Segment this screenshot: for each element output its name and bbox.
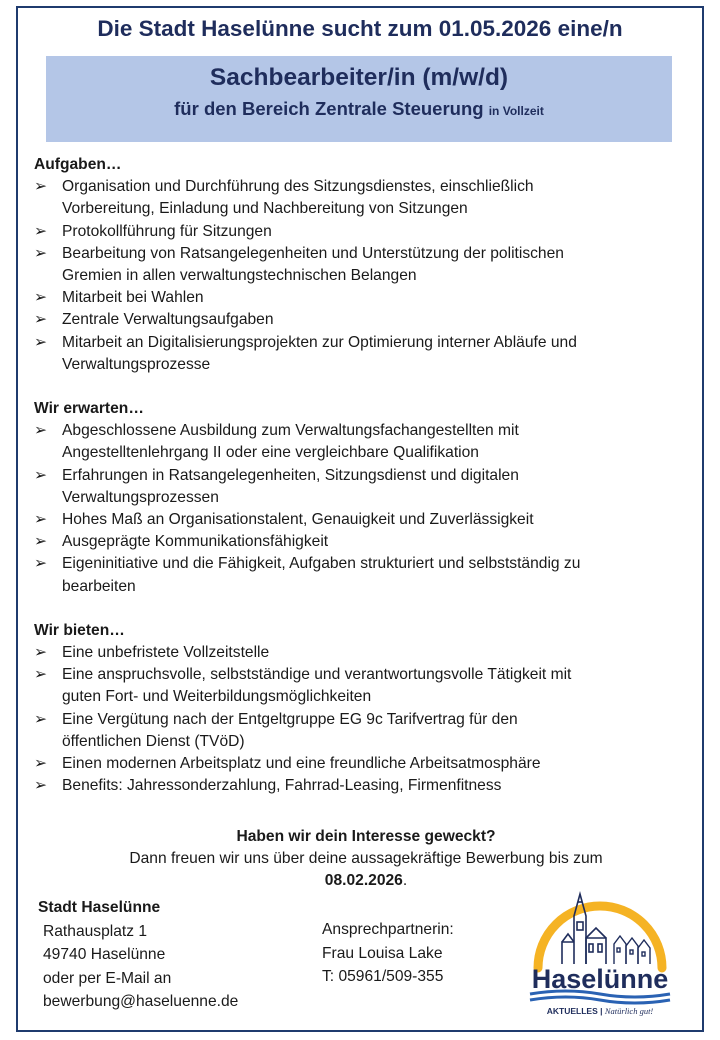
- expect-item-line: Ausgeprägte Kommunikationsfähigkeit: [62, 533, 329, 551]
- haseluenne-logo: [522, 876, 678, 1020]
- tagline-right: Natürlich gut!: [604, 1006, 654, 1016]
- tasks-item-line: Zentrale Verwaltungsaufgaben: [62, 311, 274, 329]
- tasks-item-line: Mitarbeit an Digitalisierungsprojekten zur Optimierung interner Abläufe und: [62, 333, 577, 351]
- tasks-title: Aufgaben…: [34, 156, 122, 173]
- tasks-item: [34, 221, 694, 243]
- expect-title: Wir erwarten…: [34, 400, 144, 418]
- tasks-item: [34, 243, 694, 287]
- city: 49740 Haselünne: [43, 946, 166, 963]
- arrow-bullet-icon: ➢: [34, 644, 48, 662]
- job-content: [34, 154, 694, 797]
- arrow-bullet-icon: ➢: [34, 178, 48, 196]
- position-title: Sachbearbeiter/in (m/w/d): [209, 64, 509, 91]
- email-prefix: oder per E-Mail an: [43, 969, 172, 987]
- offer-list: [34, 642, 694, 797]
- address-block: [38, 896, 238, 1014]
- offer-item-line: Benefits: Jahressonderzahlung, Fahrrad-Leasing, Firmenfitness: [62, 777, 502, 795]
- offer-item-line: Eine anspruchsvolle, selbstständige und verantwortungsvolle Tätigkeit mit: [62, 666, 572, 684]
- arrow-bullet-icon: ➢: [34, 289, 48, 307]
- offer-item: [34, 664, 694, 708]
- expect-item: [34, 553, 694, 597]
- contact-phone: T: 05961/509-355: [322, 968, 444, 985]
- expect-item: [34, 509, 694, 531]
- expect-item: [34, 420, 694, 464]
- houses-icon: [614, 936, 650, 964]
- offer-item: [34, 775, 694, 797]
- tasks-item-line: Protokollführung für Sitzungen: [62, 222, 272, 240]
- contact-block: [322, 918, 454, 989]
- tasks-item-line: Gremien in allen verwaltungstechnischen Belangen: [62, 267, 417, 285]
- arrow-bullet-icon: ➢: [34, 222, 48, 240]
- expect-item: [34, 465, 694, 509]
- arrow-bullet-icon: ➢: [34, 777, 48, 795]
- tasks-item-line: Bearbeitung von Ratsangelegenheiten und Unterstützung der politischen: [62, 244, 564, 262]
- tasks-item: [34, 332, 694, 376]
- expect-item-line: Erfahrungen in Ratsangelegenheiten, Sitzungsdienst und digitalen: [62, 466, 519, 484]
- street: Rathausplatz 1: [43, 922, 148, 940]
- offer-item-line: Eine Vergütung nach der Entgeltgruppe EG 9c Tarifvertrag für den: [62, 710, 518, 728]
- offer-item: [34, 753, 694, 775]
- contact-label: Ansprechpartnerin:: [322, 921, 454, 938]
- arrow-bullet-icon: ➢: [34, 511, 48, 529]
- offer-item-line: Eine unbefristete Vollzeitstelle: [62, 644, 270, 662]
- tasks-item: [34, 287, 694, 309]
- tasks-item-line: Organisation und Durchführung des Sitzungsdienstes, einschließlich: [62, 178, 534, 196]
- arrow-bullet-icon: ➢: [34, 710, 48, 728]
- deadline-period: .: [402, 872, 408, 890]
- offer-item-line: Einen modernen Arbeitsplatz und eine freundliche Arbeitsatmosphäre: [62, 755, 541, 773]
- arrow-bullet-icon: ➢: [34, 755, 48, 773]
- expect-item-line: bearbeiten: [62, 577, 136, 595]
- sun-arc: [538, 906, 662, 968]
- department: für den Bereich Zentrale Steuerung: [174, 98, 484, 119]
- expect-list: [34, 420, 694, 598]
- arrow-bullet-icon: ➢: [34, 333, 48, 351]
- employment-type: in Vollzeit: [488, 104, 544, 118]
- expect-item: [34, 531, 694, 553]
- offer-item: [34, 709, 694, 753]
- logo-tagline: [547, 1006, 654, 1016]
- cta-question: Haben wir dein Interesse geweckt?: [236, 828, 496, 845]
- offer-item: [34, 642, 694, 664]
- title-banner: [46, 56, 672, 142]
- contact-name: Frau Louisa Lake: [322, 944, 443, 962]
- tasks-item-line: Vorbereitung, Einladung und Nachbereitung von Sitzungen: [62, 200, 468, 218]
- tasks-item: [34, 309, 694, 331]
- headline: Die Stadt Haselünne sucht zum 01.05.2026 eine/n: [97, 16, 623, 41]
- tasks-item-line: Verwaltungsprozesse: [62, 355, 211, 373]
- deadline: 08.02.2026: [324, 872, 403, 890]
- offer-item-line: öffentlichen Dienst (TVöD): [62, 732, 245, 750]
- arrow-bullet-icon: ➢: [34, 244, 48, 262]
- logo-wordmark: Haselünne: [531, 964, 669, 994]
- expect-item-line: Hohes Maß an Organisationstalent, Genauigkeit und Zuverlässigkeit: [62, 511, 534, 529]
- arrow-bullet-icon: ➢: [34, 466, 48, 484]
- arrow-bullet-icon: ➢: [34, 422, 48, 440]
- expect-item-line: Abgeschlossene Ausbildung zum Verwaltungsfachangestellten mit: [62, 422, 519, 440]
- arrow-bullet-icon: ➢: [34, 311, 48, 329]
- tasks-item: [34, 176, 694, 220]
- arrow-bullet-icon: ➢: [34, 533, 48, 551]
- offer-item-line: guten Fort- und Weiterbildungsmöglichkeiten: [62, 688, 372, 706]
- expect-item-line: Verwaltungsprozessen: [62, 488, 219, 506]
- expect-item-line: Angestelltenlehrgang II oder eine vergleichbare Qualifikation: [62, 444, 479, 462]
- tasks-list: [34, 176, 694, 376]
- tagline-left: AKTUELLES |: [546, 1006, 603, 1016]
- email-link[interactable]: bewerbung@haseluenne.de: [43, 993, 239, 1010]
- arrow-bullet-icon: ➢: [34, 555, 48, 573]
- cta-text: Dann freuen wir uns über deine aussagekräftige Bewerbung bis zum: [129, 850, 603, 868]
- arrow-bullet-icon: ➢: [34, 666, 48, 684]
- org-name: Stadt Haselünne: [38, 899, 161, 916]
- expect-item-line: Eigeninitiative und die Fähigkeit, Aufgaben strukturiert und selbstständig zu: [62, 555, 581, 573]
- offer-title: Wir bieten…: [34, 621, 125, 639]
- department-line: [46, 98, 672, 120]
- tasks-item-line: Mitarbeit bei Wahlen: [62, 289, 204, 307]
